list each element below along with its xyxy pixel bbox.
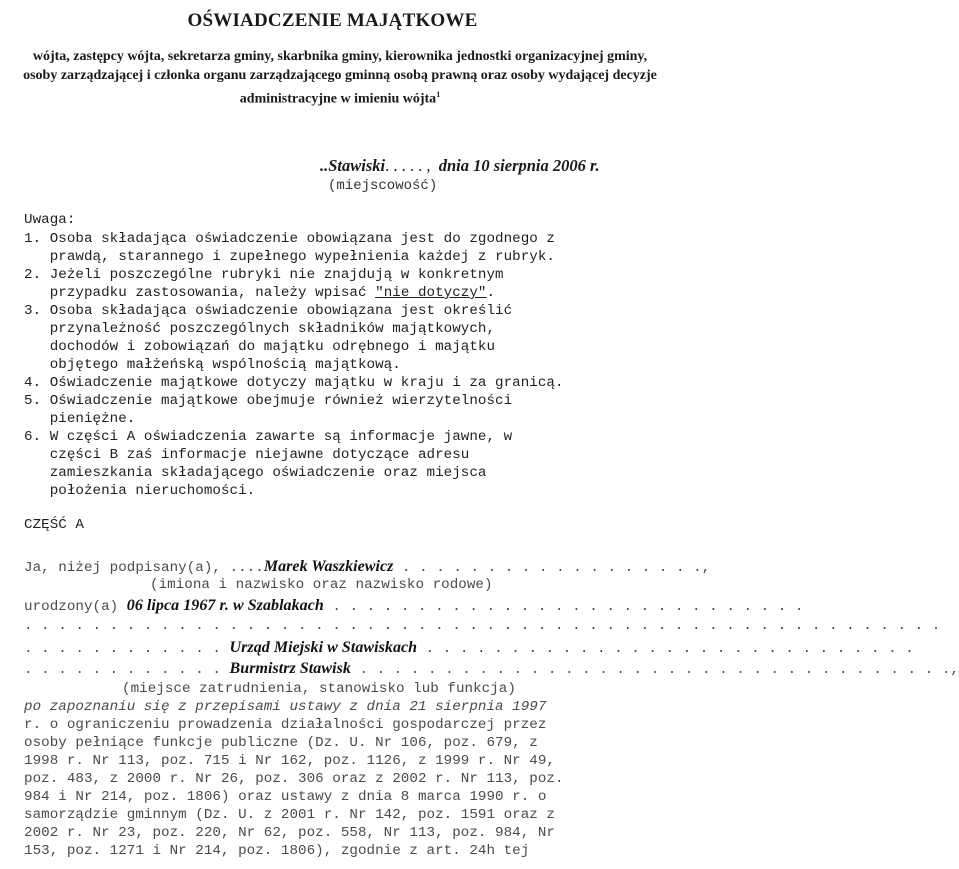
birth-line	[24, 597, 803, 615]
name-caption: (imiona i nazwisko oraz nazwisko rodowe)	[150, 577, 493, 593]
declarant-name: Marek Waszkiewicz	[263, 558, 394, 575]
declarant-dots-after: . . . . . . . . . . . . . . . . . .,	[393, 560, 711, 576]
dotted-line: . . . . . . . . . . . . . . . . . . . . . . . . . . . . . . . . . . . . . . . . . . . . . . . . . . . . . .	[24, 618, 941, 634]
note-line-end: .	[486, 285, 496, 301]
note-line: 3. Osoba składająca oświadczenie obowiązana jest określić	[24, 303, 513, 319]
document-title: OŚWIADCZENIE MAJĄTKOWE	[187, 10, 478, 31]
place-caption: (miejscowość)	[328, 178, 438, 194]
note-line: przynależność poszczególnych składników majątkowych,	[24, 321, 496, 337]
note-line: objętego małżeńską wspólnością majątkową.	[24, 357, 401, 373]
law-text-line: r. o ograniczeniu prowadzenia działalności gospodarczej przez	[24, 717, 547, 733]
part-a-heading: CZĘŚĆ A	[24, 517, 84, 533]
birth-value: 06 lipca 1967 r. w Szablakach	[126, 597, 324, 614]
place-dots-prefix: ..	[320, 156, 329, 175]
birth-prefix: urodzony(a)	[24, 599, 119, 615]
declarant-prefix: Ja, niżej podpisany(a),	[24, 560, 221, 576]
law-text-line: 1998 r. Nr 113, poz. 715 i Nr 162, poz. 1126, z 1999 r. Nr 49,	[24, 753, 555, 769]
notes-heading: Uwaga:	[24, 212, 76, 228]
note-line	[24, 285, 495, 301]
law-text-line: 984 i Nr 214, poz. 1806) oraz ustawy z dnia 8 marca 1990 r. o	[24, 789, 547, 805]
workplace-dots-after: . . . . . . . . . . . . . . . . . . . . . . . . . . . . .	[417, 641, 914, 657]
note-line: 5. Oświadczenie majątkowe obejmuje również wierzytelności	[24, 393, 513, 409]
birth-dots: . . . . . . . . . . . . . . . . . . . . . . . . . . . .	[323, 599, 804, 615]
position-caption: (miejsce zatrudnienia, stanowisko lub funkcja)	[122, 681, 516, 697]
note-line: dochodów i zobowiązań do majątku odrębnego i majątku	[24, 339, 496, 355]
note-line: 4. Oświadczenie majątkowe dotyczy majątku w kraju i za granicą.	[24, 375, 564, 391]
law-text-line: 2002 r. Nr 23, poz. 220, Nr 62, poz. 558, Nr 113, poz. 984, Nr	[24, 825, 555, 841]
document-subtitle	[20, 47, 660, 109]
note-line: położenia nieruchomości.	[24, 483, 256, 499]
footnote-marker: 1	[436, 90, 441, 99]
law-text-line: po zapoznaniu się z przepisami ustawy z dnia 21 sierpnia 1997	[24, 699, 547, 715]
note-line-text: przypadku zastosowania, należy wpisać	[24, 285, 376, 301]
workplace-line	[24, 639, 914, 657]
position-line	[24, 660, 959, 678]
law-text-line: poz. 483, z 2000 r. Nr 26, poz. 306 oraz z 2002 r. Nr 113, poz.	[24, 771, 564, 787]
workplace-value: Urząd Miejski w Stawiskach	[229, 639, 418, 656]
note-line: 6. W części A oświadczenia zawarte są informacje jawne, w	[24, 429, 513, 445]
position-dots-after: . . . . . . . . . . . . . . . . . . . . . . . . . . . . . . . . . . .,	[350, 662, 959, 678]
note-line: prawdą, starannego i zupełnego wypełnienia każdej z rubryk.	[24, 249, 555, 265]
note-line: pieniężne.	[24, 411, 136, 427]
note-line: 1. Osoba składająca oświadczenie obowiązana jest do zgodnego z	[24, 231, 555, 247]
law-text-line: osoby pełniące funkcje publiczne (Dz. U. Nr 106, poz. 679, z	[24, 735, 538, 751]
note-line: zamieszkania składającego oświadczenie oraz miejsca	[24, 465, 487, 481]
note-line: 2. Jeżeli poszczególne rubryki nie znajdują w konkretnym	[24, 267, 504, 283]
position-dots: . . . . . . . . . . . .	[24, 662, 230, 678]
position-value: Burmistrz Stawisk	[229, 660, 351, 677]
subtitle-text: wójta, zastępcy wójta, sekretarza gminy, skarbnika gminy, kierownika jednostki organizacyjnej gminy, osoby zarządzającej i członka organu zarządzającego gminną osobą prawną oraz osoby wydającej decyzje administracyjne w imieniu wójta	[23, 49, 657, 107]
not-applicable-phrase: "nie dotyczy"	[375, 285, 487, 301]
place-date-line	[320, 156, 600, 176]
declarant-line	[24, 558, 710, 576]
workplace-dots: . . . . . . . . . . . .	[24, 641, 230, 657]
law-text-line: 153, poz. 1271 i Nr 214, poz. 1806), zgodnie z art. 24h tej	[24, 843, 530, 859]
declarant-dots: ....	[220, 560, 264, 576]
law-text-line: samorządzie gminnym (Dz. U. z 2001 r. Nr 142, poz. 1591 oraz z	[24, 807, 555, 823]
note-line: części B zaś informacje niejawne dotyczące adresu	[24, 447, 470, 463]
place-dots: . . . . . ,	[385, 156, 431, 175]
date-value: dnia 10 sierpnia 2006 r.	[438, 156, 600, 175]
place-value: Stawiski	[328, 156, 386, 175]
